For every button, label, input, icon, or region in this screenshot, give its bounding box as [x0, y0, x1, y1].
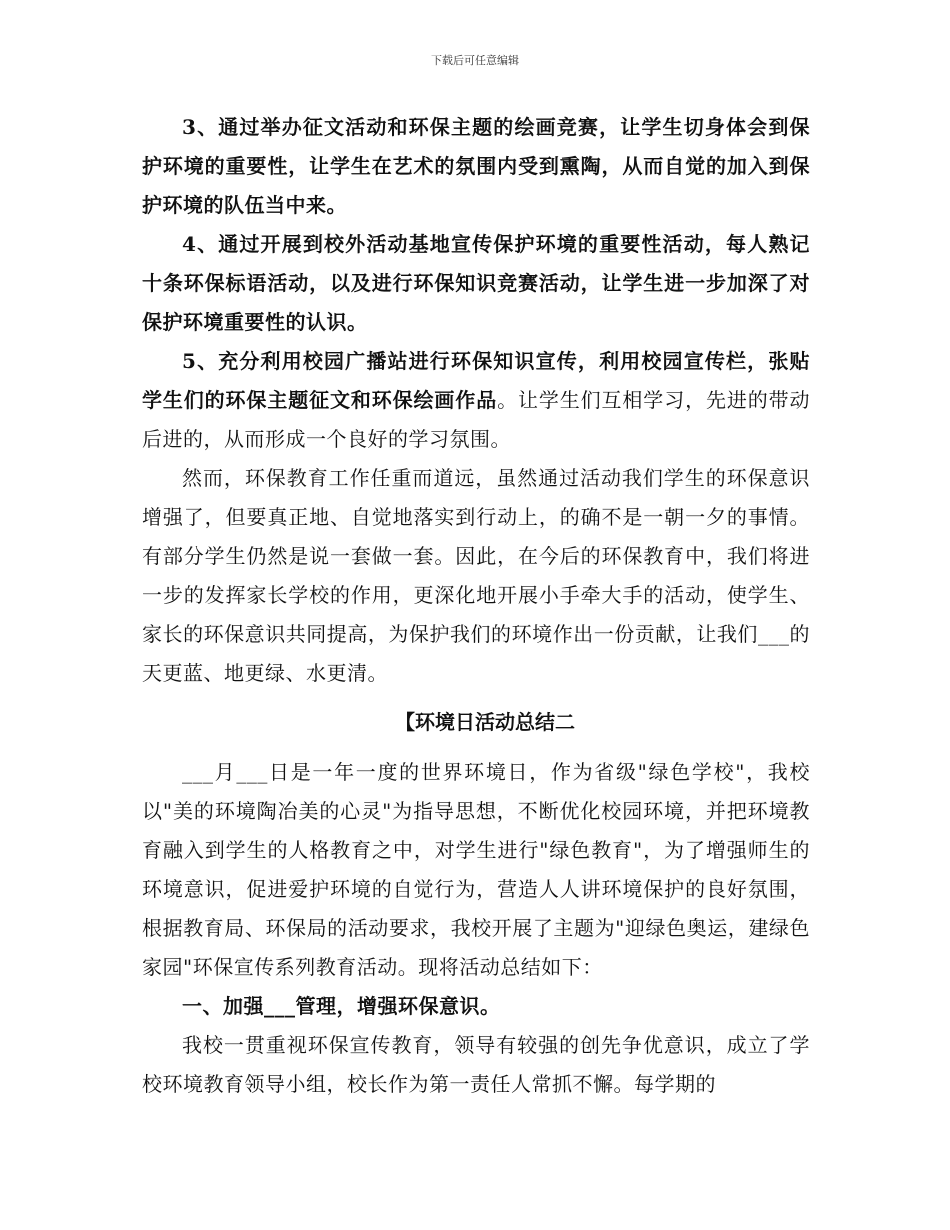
conclusion-paragraph: 然而，环保教育工作任重而道远，虽然通过活动我们学生的环保意识增强了，但要真正地、自觉地落实到行动上，的确不是一朝一夕的事情。有部分学生仍然是说一套做一套。因此，在今后的环保教育中，我们将进一步的发挥家长学校的作用，更深化地开展小手牵大手的活动，使学生、家长的环保意识共同提高，为保护我们的环境作出一份贡献，让我们___的天更蓝、地更绿、水更清。 [142, 466, 810, 685]
paragraph-item-5-rest: 。让学生们互相学习，先进的带动后进的，从而形成一个良好的学习氛围。 [142, 388, 811, 451]
section-title: 【环境日活动总结二 [395, 710, 575, 734]
section-body-paragraph: 我校一贯重视环保宣传教育，领导有较强的创先争优意识，成立了学校环境教育领导小组，校长作为第一责任人常抓不懈。每学期的 [142, 1033, 810, 1096]
document-body [142, 108, 810, 1104]
paragraph-item-3: 3、通过举办征文活动和环保主题的绘画竞赛，让学生切身体会到保护环境的重要性，让学生在艺术的氛围内受到熏陶，从而自觉的加入到保护环境的队伍当中来。 [142, 115, 810, 217]
paragraph-item-5 [142, 342, 810, 459]
section-subheading: 一、加强___管理，增强环保意识。 [182, 994, 501, 1018]
section-intro-paragraph: ___月___日是一年一度的世界环境日，作为省级"绿色学校"，我校以"美的环境陶冶美的心灵"为指导思想，不断优化校园环境，并把环境教育融入到学生的人格教育之中，对学生进行"绿色教育"，为了增强师生的环境意识，促进爱护环境的自觉行为，营造人人讲环境保护的良好氛围，根据教育局、环保局的活动要求，我校开展了主题为"迎绿色奥运，建绿色家园"环保宣传系列教育活动。现将活动总结如下： [142, 760, 810, 979]
paragraph-item-4: 4、通过开展到校外活动基地宣传保护环境的重要性活动，每人熟记十条环保标语活动，以及进行环保知识竞赛活动，让学生进一步加深了对保护环境重要性的认识。 [142, 232, 810, 334]
page-header: 下载后可任意编辑 [431, 54, 519, 67]
paragraph-item-5-bold: 5、充分利用校园广播站进行环保知识宣传，利用校园宣传栏，张贴学生们的环保主题征文和环保绘画作品 [142, 349, 810, 412]
